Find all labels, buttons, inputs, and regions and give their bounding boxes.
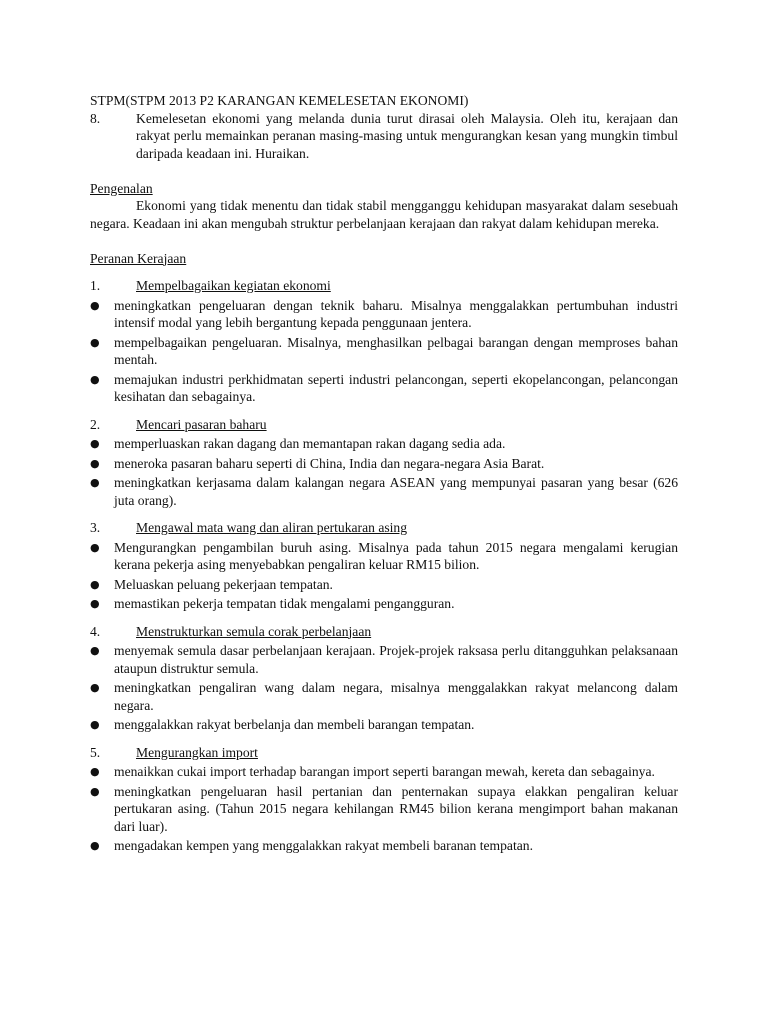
bullet-point <box>90 474 678 509</box>
spacer <box>90 232 678 250</box>
bullet-icon: ● <box>90 597 100 610</box>
bullet-point <box>90 435 678 453</box>
section-5 <box>90 744 678 855</box>
bullet-text: meningkatkan pengaliran wang dalam negara, misalnya menggalakkan rakyat melancong dalam negara. <box>114 680 678 713</box>
bullet-point <box>90 539 678 574</box>
bullet-icon: ● <box>90 681 100 694</box>
document-title: STPM(STPM 2013 P2 KARANGAN KEMELESETAN EKONOMI) <box>90 93 469 108</box>
bullet-icon: ● <box>90 784 100 798</box>
spacer <box>90 162 678 180</box>
bullet-list <box>90 435 678 509</box>
section-number: 1. <box>90 278 101 293</box>
bullet-text: Meluaskan peluang pekerjaan tempatan. <box>114 576 333 592</box>
bullet-text: meningkatkan pengeluaran hasil pertanian dan penternakan supaya elakkan pengaliran keluar pertukaran asing. (Tahun 2015 negara kehilangan RM45 bilion kerana mengimport bahan makanan dari luar). <box>114 783 678 834</box>
intro-paragraph: Ekonomi yang tidak menentu dan tidak stabil mengganggu kehidupan masyarakat dalam sesebuah negara. Keadaan ini akan mengubah struktur perbelanjaan kerajaan dan rakyat dalam kehidupan mereka. <box>90 198 678 231</box>
bullet-text: memastikan pekerja tempatan tidak mengalami pengangguran. <box>114 596 455 611</box>
intro-heading: Pengenalan <box>90 180 153 196</box>
bullet-text: mempelbagaikan pengeluaran. Misalnya, menghasilkan pelbagai barangan dengan memproses bahan mentah. <box>114 334 678 367</box>
bullet-icon: ● <box>90 298 100 312</box>
section-2 <box>90 416 678 510</box>
bullet-point <box>90 576 678 594</box>
question-text: Kemelesetan ekonomi yang melanda dunia turut dirasai oleh Malaysia. Oleh itu, kerajaan dan rakyat perlu memainkan peranan masing-masing untuk mengurangkan kesan yang mungkin timbul daripada keadaan ini. Huraikan. <box>136 110 678 161</box>
bullet-text: mengadakan kempen yang menggalakkan rakyat membeli baranan tempatan. <box>114 838 533 853</box>
bullet-icon: ● <box>90 765 100 778</box>
section-1 <box>90 277 678 406</box>
sections-list <box>90 277 678 855</box>
bullet-list <box>90 539 678 613</box>
section-number: 3. <box>90 520 101 535</box>
bullet-list <box>90 297 678 406</box>
bullet-point <box>90 455 678 473</box>
section-heading <box>90 623 678 641</box>
section-4 <box>90 623 678 734</box>
section-heading <box>90 744 678 762</box>
bullet-icon: ● <box>90 372 100 386</box>
question-number: 8. <box>90 110 101 126</box>
bullet-list <box>90 763 678 855</box>
bullet-text: menaikkan cukai import terhadap barangan import seperti barangan mewah, kereta dan sebagainya. <box>114 764 655 779</box>
bullet-point <box>90 371 678 406</box>
bullet-point <box>90 642 678 677</box>
bullet-text: menyemak semula dasar perbelanjaan kerajaan. Projek-projek raksasa perlu ditangguhkan pelaksanaan ataupun distruktur semula. <box>114 643 678 676</box>
section-3 <box>90 519 678 613</box>
bullet-text: meningkatkan kerjasama dalam kalangan negara ASEAN yang mempunyai pasaran yang besar (626 juta orang). <box>114 475 678 508</box>
bullet-point <box>90 837 678 855</box>
bullet-text: memajukan industri perkhidmatan seperti industri pelancongan, seperti ekopelancongan, pelancongan kesihatan dan sebagainya. <box>114 371 678 404</box>
bullet-point <box>90 297 678 332</box>
bullet-point <box>90 334 678 369</box>
section-number: 2. <box>90 416 101 432</box>
section-number: 5. <box>90 744 101 760</box>
bullet-icon: ● <box>90 456 100 470</box>
bullet-point <box>90 716 678 734</box>
role-heading: Peranan Kerajaan <box>90 250 187 266</box>
bullet-icon: ● <box>90 718 100 731</box>
bullet-icon: ● <box>90 335 100 349</box>
section-title: Mencari pasaran baharu <box>136 416 267 432</box>
section-title: Mempelbagaikan kegiatan ekonomi <box>136 278 331 293</box>
bullet-text: meningkatkan pengeluaran dengan teknik baharu. Misalnya menggalakkan pertumbuhan industri intensif modal yang lebih bergantung kepada penggunaan jentera. <box>114 297 678 330</box>
bullet-icon: ● <box>90 644 100 657</box>
bullet-icon: ● <box>90 476 100 489</box>
section-title: Mengawal mata wang dan aliran pertukaran asing <box>136 520 408 535</box>
bullet-point <box>90 783 678 836</box>
section-title: Menstrukturkan semula corak perbelanjaan <box>136 623 372 639</box>
bullet-icon: ● <box>90 437 100 450</box>
bullet-point <box>90 595 678 613</box>
bullet-text: menggalakkan rakyat berbelanja dan membeli barangan tempatan. <box>114 717 475 732</box>
bullet-text: memperluaskan rakan dagang dan memantapan rakan dagang sedia ada. <box>114 436 506 451</box>
bullet-icon: ● <box>90 577 100 591</box>
section-heading <box>90 416 678 434</box>
bullet-point <box>90 763 678 781</box>
section-title: Mengurangkan import <box>136 744 258 760</box>
bullet-icon: ● <box>90 839 100 852</box>
bullet-point <box>90 679 678 714</box>
question-block <box>90 110 678 163</box>
bullet-text: meneroka pasaran baharu seperti di China, India dan negara-negara Asia Barat. <box>114 455 545 471</box>
bullet-list <box>90 642 678 734</box>
document-body <box>90 92 678 857</box>
section-number: 4. <box>90 623 101 639</box>
section-heading <box>90 277 678 295</box>
bullet-icon: ● <box>90 540 100 554</box>
section-heading <box>90 519 678 537</box>
bullet-text: Mengurangkan pengambilan buruh asing. Misalnya pada tahun 2015 negara mengalami kerugian kerana pekerja asing menyebabkan pengaliran keluar RM15 bilion. <box>114 539 678 572</box>
